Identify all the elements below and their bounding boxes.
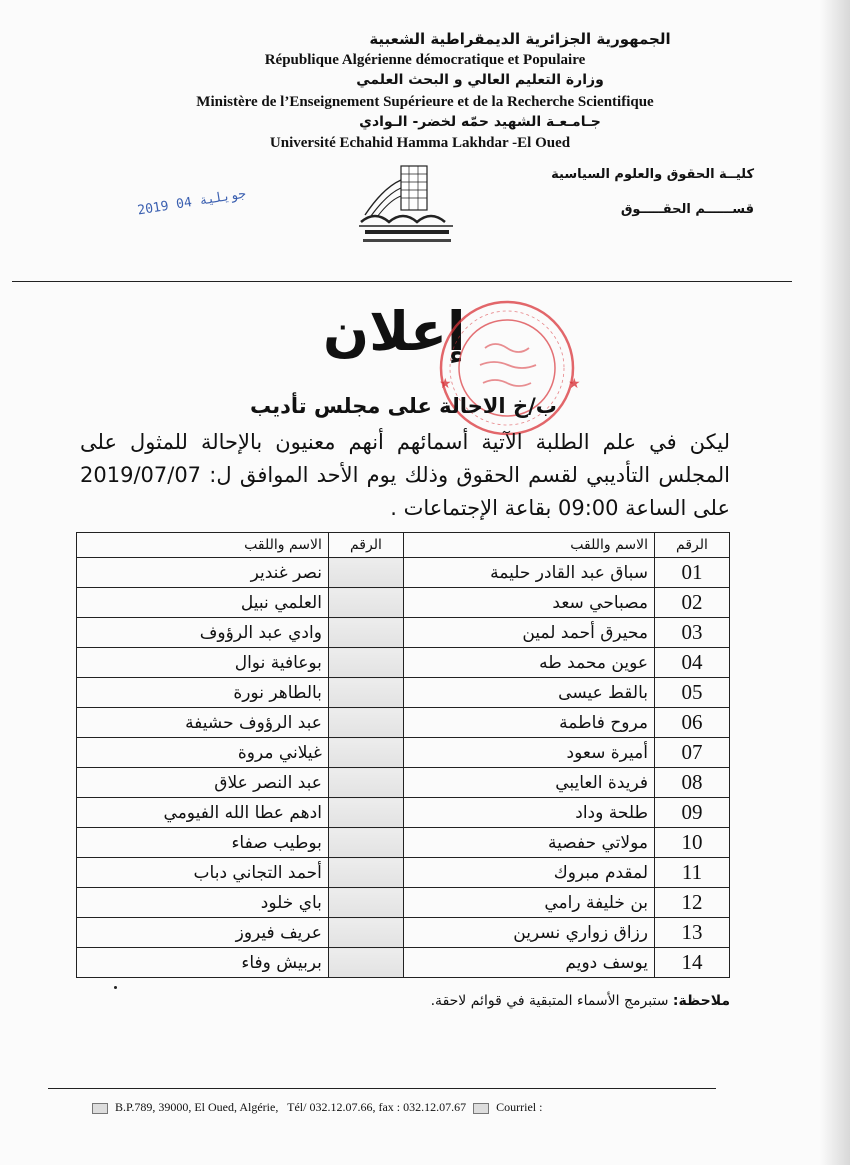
row-name: يوسف دويم xyxy=(403,948,654,978)
footer-divider xyxy=(48,1088,716,1089)
row-num-2 xyxy=(328,678,403,708)
header-divider xyxy=(12,281,792,282)
note-label: ملاحظة: xyxy=(672,993,730,1009)
row-name-2: ادهم عطا الله الفيومي xyxy=(77,798,329,828)
row-name: لمقدم مبروك xyxy=(403,858,654,888)
faculty-name: كليــة الحقوق والعلوم السياسية xyxy=(551,167,754,182)
header-ministry-ar: وزارة التعليم العالي و البحث العلمي xyxy=(356,72,604,88)
row-name: أميرة سعود xyxy=(403,738,654,768)
row-num: 01 xyxy=(655,558,730,588)
row-num-2 xyxy=(328,768,403,798)
row-name-2: باي خلود xyxy=(77,888,329,918)
header-university-ar: جـامـعـة الشهيد حمّه لخضر- الـوادي xyxy=(359,114,601,130)
row-num-2 xyxy=(328,588,403,618)
row-num: 09 xyxy=(655,798,730,828)
table-row xyxy=(77,888,730,918)
col-header-num-2: الرقم xyxy=(328,533,403,558)
row-name: مولاتي حفصية xyxy=(403,828,654,858)
header-ministry-fr: Ministère de l’Enseignement Supérieure et de la Recherche Scientifique xyxy=(196,94,654,110)
row-num: 10 xyxy=(655,828,730,858)
row-num-2 xyxy=(328,738,403,768)
row-name-2: بوطيب صفاء xyxy=(77,828,329,858)
row-name: مصباحي سعد xyxy=(403,588,654,618)
note-text: ستبرمج الأسماء المتبقية في قوائم لاحقة. xyxy=(430,993,673,1009)
row-name: طلحة وداد xyxy=(403,798,654,828)
table-row xyxy=(77,648,730,678)
table-row xyxy=(77,738,730,768)
table-row xyxy=(77,768,730,798)
row-name: رزاق زواري نسرين xyxy=(403,918,654,948)
header-republic-fr: République Algérienne démocratique et Populaire xyxy=(264,52,586,68)
row-num: 05 xyxy=(655,678,730,708)
row-num: 07 xyxy=(655,738,730,768)
footer-address: B.P.789, 39000, El Oued, Algérie, xyxy=(115,1100,279,1114)
row-name: مروح فاطمة xyxy=(403,708,654,738)
row-num-2 xyxy=(328,918,403,948)
stray-dot xyxy=(114,986,117,989)
row-name-2: عريف فيروز xyxy=(77,918,329,948)
envelope-icon xyxy=(92,1103,108,1114)
row-num: 03 xyxy=(655,618,730,648)
table-row xyxy=(77,588,730,618)
row-name-2: نصر غندير xyxy=(77,558,329,588)
note xyxy=(431,993,730,1009)
row-num: 14 xyxy=(655,948,730,978)
row-num-2 xyxy=(328,558,403,588)
university-logo xyxy=(357,160,457,248)
row-num: 04 xyxy=(655,648,730,678)
footer-email-label: Courriel : xyxy=(496,1100,543,1114)
row-num-2 xyxy=(328,798,403,828)
row-num: 11 xyxy=(655,858,730,888)
table-row xyxy=(77,828,730,858)
at-icon xyxy=(473,1103,489,1114)
row-name-2: بوعافية نوال xyxy=(77,648,329,678)
announcement-title: إعلان xyxy=(323,300,466,363)
table-row xyxy=(77,918,730,948)
row-name: بن خليفة رامي xyxy=(403,888,654,918)
svg-text:★: ★ xyxy=(439,376,452,392)
row-num-2 xyxy=(328,858,403,888)
row-name-2: عبد الرؤوف حشيفة xyxy=(77,708,329,738)
row-name: سباق عبد القادر حليمة xyxy=(403,558,654,588)
row-num: 02 xyxy=(655,588,730,618)
col-header-num: الرقم xyxy=(655,533,730,558)
table-row xyxy=(77,798,730,828)
svg-text:★: ★ xyxy=(568,376,581,392)
row-num: 06 xyxy=(655,708,730,738)
table-header-row xyxy=(77,533,730,558)
department-name: قســــــم الحقـــــوق xyxy=(620,202,754,217)
row-num: 08 xyxy=(655,768,730,798)
date-stamp: 2019 جويلية 04 xyxy=(136,186,248,219)
table-row xyxy=(77,558,730,588)
row-name-2: أحمد التجاني دباب xyxy=(77,858,329,888)
header-university-fr: Université Echahid Hamma Lakhdar -El Oued xyxy=(269,135,571,151)
row-num-2 xyxy=(328,828,403,858)
announcement-body: ليكن في علم الطلبة الآتية أسمائهم أنهم معنيون بالإحالة للمثول على المجلس التأديبي لقسم الحقوق وذلك يوم الأحد الموافق ل: 2019/07/07 على الساعة 09:00 بقاعة الإجتماعات . xyxy=(80,430,730,520)
students-table xyxy=(76,532,730,978)
row-num-2 xyxy=(328,618,403,648)
footer xyxy=(88,1100,542,1115)
footer-tel-fax: Tél/ 032.12.07.66, fax : 032.12.07.67 xyxy=(287,1100,467,1114)
row-name-2: بربيش وفاء xyxy=(77,948,329,978)
table-row xyxy=(77,948,730,978)
col-header-name-2: الاسم واللقب xyxy=(77,533,329,558)
row-name: عوين محمد طه xyxy=(403,648,654,678)
row-num: 12 xyxy=(655,888,730,918)
row-name: فريدة العايبي xyxy=(403,768,654,798)
row-name: محيرق أحمد لمين xyxy=(403,618,654,648)
row-name-2: العلمي نبيل xyxy=(77,588,329,618)
table-row xyxy=(77,708,730,738)
table-row xyxy=(77,858,730,888)
row-num-2 xyxy=(328,948,403,978)
row-num-2 xyxy=(328,888,403,918)
official-stamp-icon xyxy=(425,293,590,443)
row-num-2 xyxy=(328,708,403,738)
row-name: بالقط عيسى xyxy=(403,678,654,708)
row-num: 13 xyxy=(655,918,730,948)
table-row xyxy=(77,618,730,648)
row-name-2: بالطاهر نورة xyxy=(77,678,329,708)
table-row xyxy=(77,678,730,708)
row-name-2: عبد النصر علاق xyxy=(77,768,329,798)
header-republic-ar: الجمهورية الجزائرية الديمقراطية الشعبية xyxy=(369,30,671,48)
row-name-2: وادي عبد الرؤوف xyxy=(77,618,329,648)
announcement-subtitle: ب/خ الاحالة على مجلس تأديب xyxy=(250,394,557,418)
scan-edge xyxy=(820,0,850,1165)
row-name-2: غيلاني مروة xyxy=(77,738,329,768)
row-num-2 xyxy=(328,648,403,678)
col-header-name: الاسم واللقب xyxy=(403,533,654,558)
